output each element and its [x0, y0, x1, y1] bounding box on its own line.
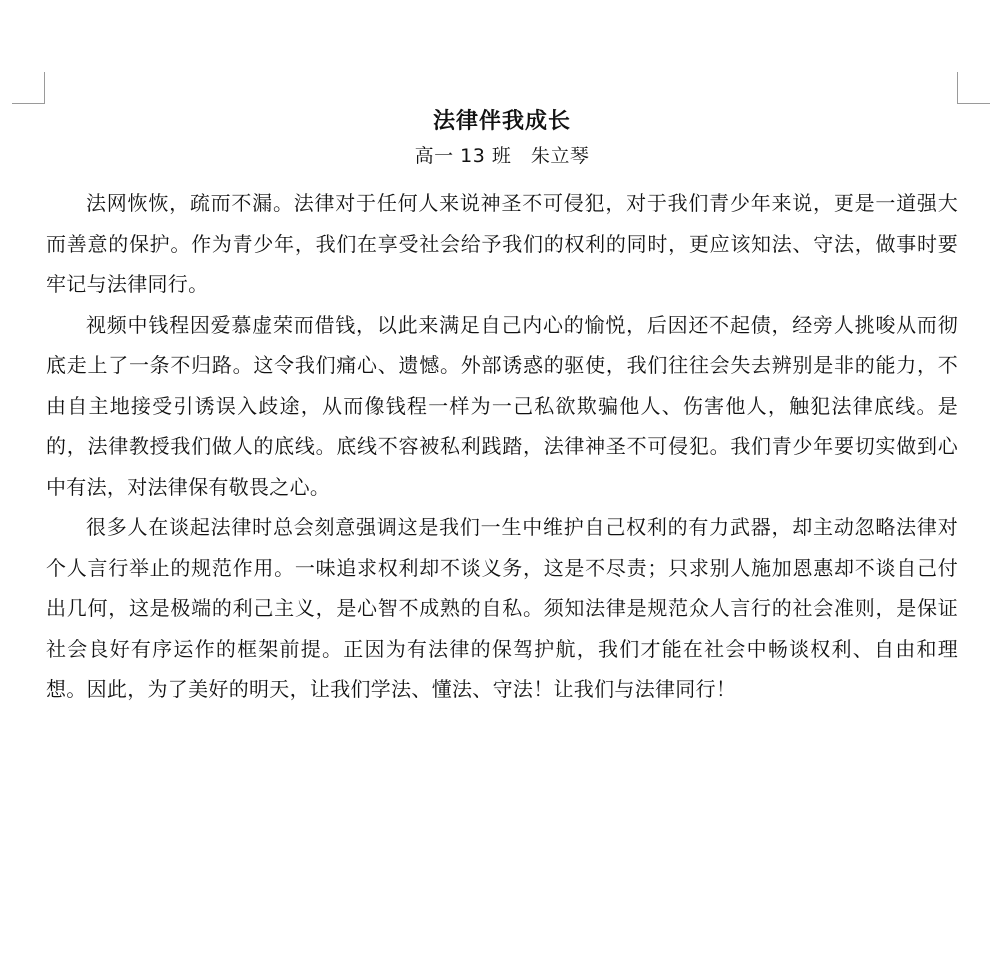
crop-mark-top-right-vertical	[957, 72, 958, 104]
paragraph-2: 视频中钱程因爱慕虚荣而借钱，以此来满足自己内心的愉悦，后因还不起债，经旁人挑唆从而彻底走上了一条不归路。这令我们痛心、遗憾。外部诱惑的驱使，我们往往会失去辨别是非的能力，不由自主地接受引诱误入歧途，从而像钱程一样为一己私欲欺骗他人、伤害他人，触犯法律底线。是的，法律教授我们做人的底线。底线不容被私利践踏，法律神圣不可侵犯。我们青少年要切实做到心中有法，对法律保有敬畏之心。	[46, 312, 958, 499]
paragraph-1: 法网恢恢，疏而不漏。法律对于任何人来说神圣不可侵犯，对于我们青少年来说，更是一道强大而善意的保护。作为青少年，我们在享受社会给予我们的权利的同时，更应该知法、守法，做事时要牢记与法律同行。	[46, 191, 958, 296]
document-body	[46, 183, 958, 710]
author-line: 高一 13 班 朱立琴	[414, 145, 590, 167]
paragraph-3: 很多人在谈起法律时总会刻意强调这是我们一生中维护自己权利的有力武器，却主动忽略法律对个人言行举止的规范作用。一味追求权利却不谈义务，这是不尽责；只求别人施加恩惠却不谈自己付出几何，这是极端的利己主义，是心智不成熟的自私。须知法律是规范众人言行的社会准则，是保证社会良好有序运作的框架前提。正因为有法律的保驾护航，我们才能在社会中畅谈权利、自由和理想。因此，为了美好的明天，让我们学法、懂法、守法！让我们与法律同行！	[46, 515, 958, 701]
document-title: 法律伴我成长	[432, 109, 571, 134]
crop-mark-top-right-horizontal	[957, 103, 990, 104]
crop-mark-top-left-horizontal	[12, 103, 45, 104]
crop-mark-top-left-vertical	[44, 72, 45, 104]
document-page	[46, 104, 958, 710]
